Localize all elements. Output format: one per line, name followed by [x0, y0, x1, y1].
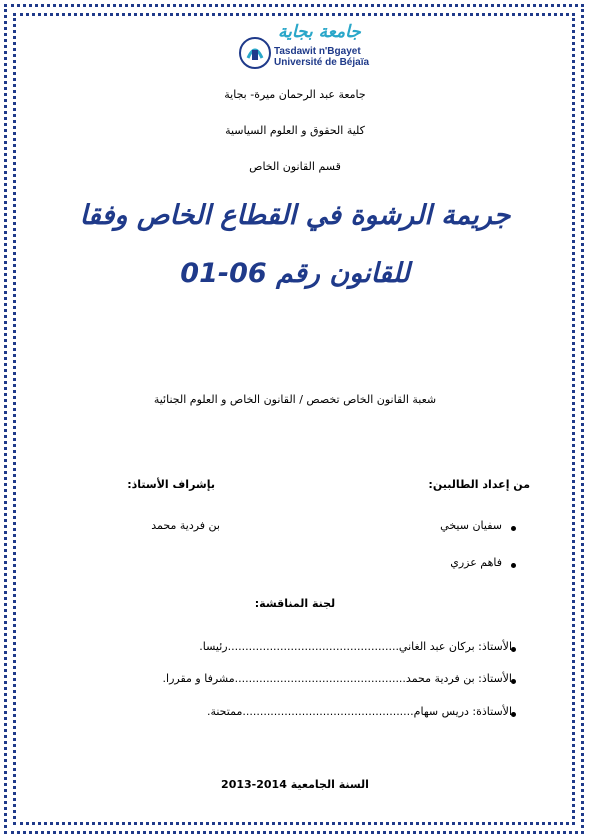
committee-heading: لجنة المناقشة:: [254, 597, 336, 610]
bullet-icon: [511, 563, 516, 568]
committee-member-1: الأستاذ: بركان عبد الغاني.................................................رئيسا.: [199, 640, 512, 653]
supervisor-name: بن فردية محمد: [151, 519, 220, 532]
faculty-name: كلية الحقوق و العلوم السياسية: [225, 124, 365, 137]
committee-member-2: الأستاذ: بن فردية محمد.................................................مشرفا و مقررا.: [162, 672, 512, 685]
logo-tamazight-text: Tasdawit n'Bgayet: [274, 46, 361, 57]
students-heading: من إعداد الطالبين:: [428, 478, 530, 491]
student-name-2: فاهم عزري: [450, 556, 502, 569]
academic-year-value: 2014-2013: [221, 778, 287, 791]
department-name: قسم القانون الخاص: [249, 160, 341, 173]
university-name: جامعة عبد الرحمان ميرة- بجاية: [224, 88, 366, 101]
logo-arabic-text: جامعة بجاية: [278, 22, 361, 42]
logo-french-text: Université de Béjaïa: [274, 57, 370, 68]
thesis-title-line2: للقانون رقم 06-01: [180, 258, 410, 289]
supervisor-heading: بإشراف الأستاذ:: [127, 478, 215, 491]
bullet-icon: [511, 526, 516, 531]
academic-year-label: السنة الجامعية: [290, 778, 369, 791]
university-emblem-icon: [238, 36, 272, 70]
specialty-line: شعبة القانون الخاص تخصص / القانون الخاص و العلوم الجنائية: [153, 393, 437, 406]
committee-member-3: الأستاذة: دريس سهام.................................................ممتحنة.: [206, 705, 512, 718]
university-logo: [238, 22, 388, 80]
academic-year: [0, 778, 590, 791]
thesis-title-line1: جريمة الرشوة في القطاع الخاص وفقا: [79, 200, 511, 231]
student-name-1: سفيان سيخي: [440, 519, 502, 532]
